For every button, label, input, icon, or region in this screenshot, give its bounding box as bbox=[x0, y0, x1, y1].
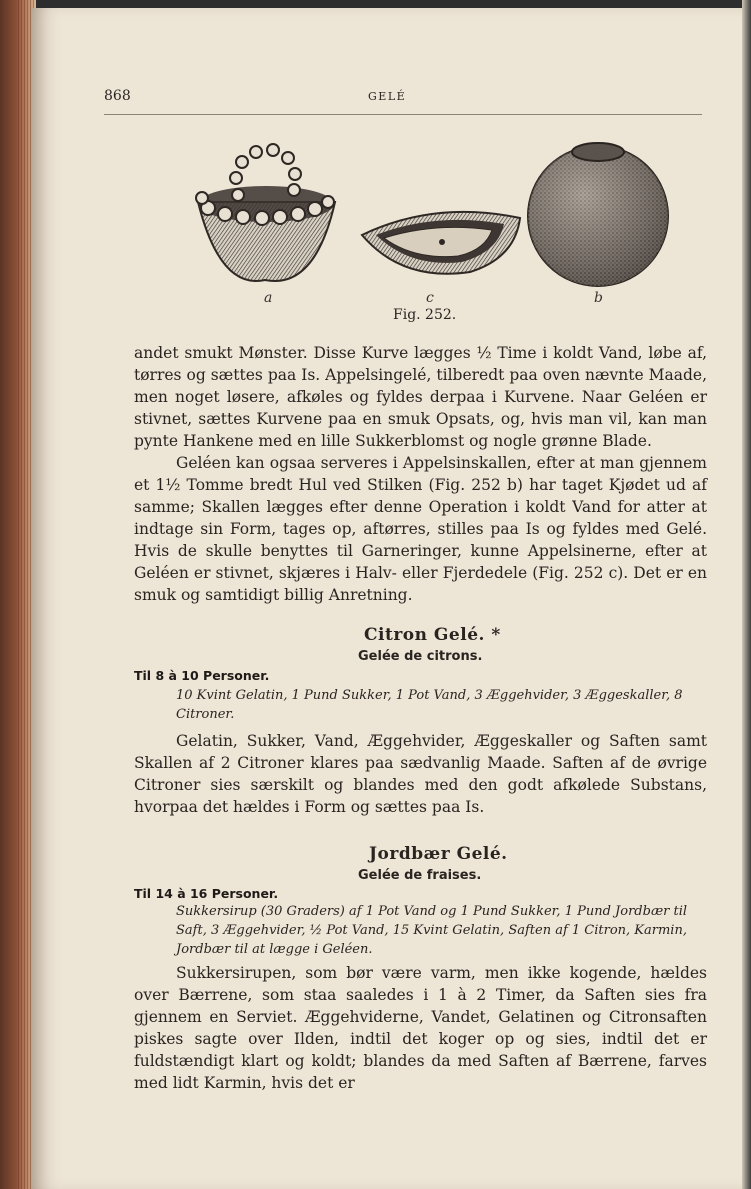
orange-wedge-figure-c bbox=[362, 212, 520, 274]
recipe-method-jordbaer: Sukkersirupen, som bør være varm, men ikke kogende, hældes over Bærrene, som staa saaledes i 1 à 2 Timer, da Saften sies fra gjennem en Serviet. Æggehviderne, Vandet, Gelatinen og Citronsaften piskes sagte over Ilden, indtil det koger op og sies, indtil det er fuldstændigt klart og koldt; blandes da med Saften af Bærrene, farves med lidt Karmin, hvis det er bbox=[134, 964, 707, 1092]
basket-figure-a bbox=[196, 144, 335, 281]
paragraph-2: Geléen kan ogsaa serveres i Appelsinskallen, efter at man gjennem et 1½ Tomme bredt Hul ved Stilken (Fig. 252 b) har taget Kjødet ud af samme; Skallen lægges efter denne Operation i koldt Vand for atter at indtage sin Form, tages op, aftørres, stilles paa Is og fyldes med Gelé. Hvis de skulle benyttes til Garneringer, kunne Appelsinerne, efter at Geléen er stivnet, skjæres i Halv- eller Fjerdedele (Fig. 252 c). Det er en smuk og samtidigt billig Anretning. bbox=[134, 454, 707, 604]
recipe-ingredients-jordbaer: Sukkersirup (30 Graders) af 1 Pot Vand og 1 Pund Sukker, 1 Pund Jordbær til Saft, 3 Æggehvider, ½ Pot Vand, 15 Kvint Gelatin, Saften af 1 Citron, Karmin, Jordbær til at lægge i Geléen. bbox=[176, 904, 688, 957]
book-spine bbox=[0, 0, 36, 1189]
figure-label-c: c bbox=[426, 290, 434, 306]
orange-basket-illustration bbox=[180, 140, 700, 320]
page-number: 868 bbox=[104, 88, 131, 104]
header-rule bbox=[104, 114, 702, 115]
whole-orange-figure-b bbox=[528, 143, 668, 286]
scan-right-border bbox=[742, 0, 751, 1189]
page-header bbox=[104, 88, 699, 110]
paragraph-1: andet smukt Mønster. Disse Kurve lægges ½ Time i koldt Vand, løbe af, tørres og sættes paa Is. Appelsingelé, tilberedt paa oven nævnte Maade, men noget løsere, afkøles og fyldes derpaa i Kurvene. Naar Geléen er stivnet, sættes Kurvene paa en smuk Opsats, og, hvis man vil, kan man pynte Hankene med en lille Sukkerblomst og nogle grønne Blade. bbox=[134, 344, 707, 450]
recipe-title-citron: Citron Gelé. * bbox=[364, 625, 501, 645]
figure-252 bbox=[180, 140, 700, 320]
running-head: GELÉ bbox=[368, 90, 407, 103]
recipe-ingredients-citron: 10 Kvint Gelatin, 1 Pund Sukker, 1 Pot Vand, 3 Æggehvider, 3 Æggeskaller, 8 Citroner. bbox=[176, 688, 683, 722]
figure-label-a: a bbox=[264, 290, 273, 306]
figure-caption: Fig. 252. bbox=[393, 307, 457, 323]
recipe-servings-jordbaer: Til 14 à 16 Personer. bbox=[134, 886, 279, 901]
recipe-subtitle-citron: Gelée de citrons. bbox=[358, 649, 483, 664]
figure-label-b: b bbox=[594, 290, 603, 306]
recipe-subtitle-jordbaer: Gelée de fraises. bbox=[358, 868, 482, 883]
recipe-method-citron: Gelatin, Sukker, Vand, Æggehvider, Æggeskaller og Saften samt Skallen af 2 Citroner klares paa sædvanlig Maade. Saften af de øvrige Citroner sies særskilt og blandes med den godt afkølede Substans, hvorpaa det hældes i Form og sættes paa Is. bbox=[134, 732, 707, 816]
recipe-title-jordbaer: Jordbær Gelé. bbox=[369, 844, 508, 864]
recipe-servings-citron: Til 8 à 10 Personer. bbox=[134, 668, 270, 683]
